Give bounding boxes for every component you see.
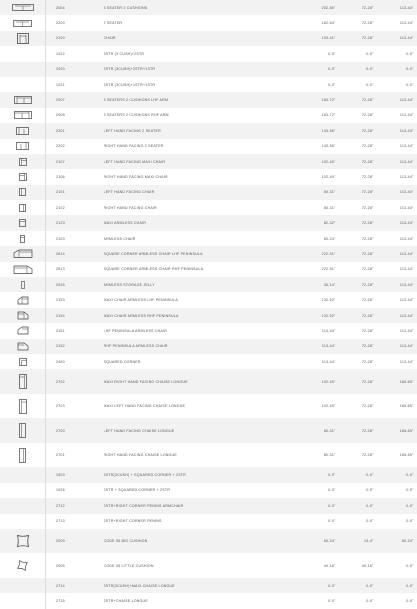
maxi-lhf-peninsula-icon	[17, 296, 29, 305]
dimension-height: 72-28"	[342, 394, 380, 419]
dimension-width: 0-0"	[304, 498, 342, 513]
dimension-width: 82-32"	[304, 215, 342, 230]
dimension-height: 72-28"	[342, 92, 380, 107]
product-code: 2714	[46, 578, 104, 593]
dimension-depth: 113-44"	[380, 200, 417, 215]
product-image-cell	[0, 354, 46, 369]
sofa-3-seater-rhf-arm-icon	[14, 111, 32, 119]
product-description: ARMLESS STORAGE JELLY	[104, 277, 304, 292]
product-description: RIGHT HAND FACING CHAISE LONGUE	[104, 443, 304, 468]
dimension-height: 0-0"	[342, 483, 380, 498]
table-row	[0, 77, 417, 92]
dimension-width: 162-64"	[304, 15, 342, 30]
armless-chair-icon	[20, 235, 25, 243]
dimension-depth: 165-65"	[380, 394, 417, 419]
product-image-cell	[0, 308, 46, 323]
product-image-cell	[0, 483, 46, 498]
left-maxi-chair-icon	[19, 158, 27, 166]
dimension-depth: 165-65"	[380, 443, 417, 468]
product-image-cell	[0, 123, 46, 138]
dimension-height: 72-28"	[342, 200, 380, 215]
dimension-height: 72-28"	[342, 277, 380, 292]
product-code: 2202	[46, 139, 104, 154]
product-code: 1503	[46, 467, 104, 482]
dimension-height: 72-28"	[342, 231, 380, 246]
table-row	[0, 553, 417, 578]
dimension-depth: 0-0"	[380, 578, 417, 593]
product-image-cell	[0, 108, 46, 123]
product-image-cell	[0, 231, 46, 246]
product-description: 2STR + SQUARED CORNER + 2STR	[104, 483, 304, 498]
dimension-width: 113-44"	[304, 339, 342, 354]
table-row	[0, 169, 417, 184]
table-row	[0, 323, 417, 338]
product-image-cell	[0, 139, 46, 154]
table-row	[0, 46, 417, 61]
product-code: 2153	[46, 292, 104, 307]
product-image-cell	[0, 77, 46, 92]
product-description: LEFT HAND FACING CHAIR	[104, 185, 304, 200]
dimension-width: 36-14"	[304, 277, 342, 292]
product-image-cell	[0, 292, 46, 307]
product-image-cell	[0, 467, 46, 482]
product-description: LHF PENINSULA ARMLESS CHAIR	[104, 323, 304, 338]
product-code: 2614	[46, 246, 104, 261]
table-row	[0, 154, 417, 169]
product-code: 2154	[46, 308, 104, 323]
lhf-peninsula-armless-icon	[17, 326, 29, 335]
table-row	[0, 15, 417, 30]
product-description: 3 SEATERS 2 CUSHIONS RHF ARM	[104, 108, 304, 123]
product-description: RHF PENINSULA ARMLESS CHAIR	[104, 339, 304, 354]
table-row	[0, 369, 417, 394]
dimension-height: 72-28"	[342, 292, 380, 307]
product-description: ARMLESS CHAIR	[104, 231, 304, 246]
product-code: 2703	[46, 394, 104, 419]
sofa-3-seater-icon	[12, 4, 34, 11]
product-description: 3 SEATER 2 CUSHIONS	[104, 0, 304, 15]
product-code: 2106	[46, 169, 104, 184]
sofa-3-seater-lhf-arm-icon	[14, 96, 32, 104]
dimension-width: 80-31"	[304, 200, 342, 215]
product-image-cell	[0, 339, 46, 354]
rhf-peninsula-armless-icon	[17, 342, 29, 351]
dimension-height: 72-28"	[342, 108, 380, 123]
rhf-peninsula-icon	[13, 265, 33, 274]
dimension-height: 0-0"	[342, 498, 380, 513]
product-image-cell	[0, 31, 46, 46]
dimension-width: 143-56"	[304, 123, 342, 138]
dimension-width: 60-24"	[304, 529, 342, 554]
table-row	[0, 123, 417, 138]
dimension-height: 72-28"	[342, 246, 380, 261]
dimension-height: 72-28"	[342, 154, 380, 169]
dimension-depth: 113-44"	[380, 339, 417, 354]
product-image-cell	[0, 46, 46, 61]
dimension-depth: 113-44"	[380, 231, 417, 246]
product-description: RIGHT HAND FACING 2 SEATER	[104, 139, 304, 154]
dimension-depth: 113-44"	[380, 246, 417, 261]
dimension-height: 0-0"	[342, 62, 380, 77]
product-description: CHAIR	[104, 31, 304, 46]
product-code: 1026	[46, 483, 104, 498]
dimension-width: 60-24"	[304, 231, 342, 246]
product-image-cell	[0, 15, 46, 30]
product-code: 2107	[46, 154, 104, 169]
table-row	[0, 394, 417, 419]
product-code: 2613	[46, 262, 104, 277]
dimension-width: 40-16"	[304, 553, 342, 578]
product-code: 2151	[46, 323, 104, 338]
table-row	[0, 185, 417, 200]
dimension-width: 132-52"	[304, 308, 342, 323]
table-row	[0, 308, 417, 323]
table-row	[0, 200, 417, 215]
dimension-depth: 113-44"	[380, 123, 417, 138]
product-description: 3STR(3CUSH) + SQUARED CORNER + 2STR	[104, 467, 304, 482]
product-image-cell	[0, 514, 46, 529]
product-image-cell	[0, 277, 46, 292]
table-row	[0, 498, 417, 513]
dimension-width: 0-0"	[304, 578, 342, 593]
product-description: LEFT HAND FACING CHAISE LONGUE	[104, 418, 304, 443]
dimension-width: 143-56"	[304, 139, 342, 154]
dimension-height: 72-28"	[342, 262, 380, 277]
product-image-cell	[0, 369, 46, 394]
dimension-depth: 113-44"	[380, 92, 417, 107]
product-code: 2152	[46, 339, 104, 354]
table-row	[0, 0, 417, 15]
table-row	[0, 418, 417, 443]
product-description: 3STR (3CUSH)+2STR+1STR	[104, 62, 304, 77]
right-chaise-icon	[19, 448, 26, 463]
product-description: MAXI RIGHT HAND FACING CHAISE LONGUE	[104, 369, 304, 394]
product-image-cell	[0, 394, 46, 419]
dimension-height: 72-28"	[342, 15, 380, 30]
product-description: 2STR+RIGHT CORNER PENINS	[104, 514, 304, 529]
dimension-height: 72-28"	[342, 339, 380, 354]
product-description: RIGHT HAND FACING CHAIR	[104, 200, 304, 215]
product-description: MAXI ARMLESS CHAIR	[104, 215, 304, 230]
dimension-depth: 113-44"	[380, 108, 417, 123]
product-code: 2025	[46, 277, 104, 292]
dimension-depth: 113-44"	[380, 215, 417, 230]
product-description: 3STR (3CUSH)+1STR+1STR	[104, 77, 304, 92]
product-code: 2702	[46, 369, 104, 394]
dimension-height: 0-0"	[342, 467, 380, 482]
product-code: 2713	[46, 514, 104, 529]
dimension-width: 0-0"	[304, 467, 342, 482]
dimension-depth: 165-65"	[380, 369, 417, 394]
product-image-cell	[0, 185, 46, 200]
dimension-depth: 0-0"	[380, 553, 417, 578]
dimension-height: 40-16"	[342, 553, 380, 578]
product-description: SQUARE CORNER ARMLESS CHAIR RHF PENINSULA	[104, 262, 304, 277]
table-row	[0, 215, 417, 230]
dimension-height: 72-28"	[342, 0, 380, 15]
dimension-depth: 113-44"	[380, 323, 417, 338]
product-code: 2712	[46, 498, 104, 513]
dimension-depth: 0-0"	[380, 483, 417, 498]
dimension-depth: 113-44"	[380, 308, 417, 323]
product-image-cell	[0, 323, 46, 338]
table-row	[0, 354, 417, 369]
dimension-depth: 113-44"	[380, 139, 417, 154]
dimension-depth: 113-44"	[380, 262, 417, 277]
dimension-width: 113-44"	[304, 323, 342, 338]
table-row	[0, 292, 417, 307]
dimension-height: 72-28"	[342, 308, 380, 323]
product-code: 1022	[46, 46, 104, 61]
dimension-width: 202-80"	[304, 0, 342, 15]
product-image-cell	[0, 154, 46, 169]
product-code: 2715	[46, 593, 104, 608]
product-code: 2100	[46, 31, 104, 46]
table-row	[0, 593, 417, 608]
table-row	[0, 139, 417, 154]
dimension-width: 80-31"	[304, 418, 342, 443]
dimension-depth: 113-44"	[380, 169, 417, 184]
right-chair-icon	[19, 204, 26, 212]
dimension-height: 0-0"	[342, 46, 380, 61]
dimension-width: 0-0"	[304, 514, 342, 529]
product-image-cell	[0, 529, 46, 554]
dimension-width: 132-52"	[304, 292, 342, 307]
dimension-depth: 113-44"	[380, 354, 417, 369]
sofa-2-seater-icon	[13, 20, 32, 27]
product-image-cell	[0, 262, 46, 277]
product-image-cell	[0, 553, 46, 578]
chair-icon	[17, 33, 29, 44]
table-row	[0, 483, 417, 498]
dimension-width: 0-0"	[304, 46, 342, 61]
dimension-height: 72-28"	[342, 185, 380, 200]
product-image-cell	[0, 62, 46, 77]
dimension-height: 0-0"	[342, 77, 380, 92]
dimension-height: 72-28"	[342, 354, 380, 369]
product-image-cell	[0, 215, 46, 230]
dimension-depth: 113-44"	[380, 0, 417, 15]
product-code: 2007	[46, 92, 104, 107]
product-description: 3STR (3 CUSH)+2STR	[104, 46, 304, 61]
table-row	[0, 92, 417, 107]
dimension-height: 72-28"	[342, 323, 380, 338]
product-code: 2701	[46, 443, 104, 468]
product-description: MAXI LEFT HAND FACING CHAISE LONGUE	[104, 394, 304, 419]
dimension-depth: 0-0"	[380, 593, 417, 608]
right-2-seater-icon	[16, 142, 29, 150]
maxi-right-chaise-icon	[19, 374, 27, 389]
dimension-depth: 113-44"	[380, 154, 417, 169]
dimension-width: 80-31"	[304, 443, 342, 468]
left-chaise-icon	[19, 423, 26, 438]
product-description: CODE 05 BIG CUSHION	[104, 529, 304, 554]
dimension-height: 72-28"	[342, 31, 380, 46]
dimension-depth: 0-0"	[380, 514, 417, 529]
dimension-depth: 60-24"	[380, 529, 417, 554]
product-description: MAXI CHAIR ARMLESS RHF PENINSULA	[104, 308, 304, 323]
dimension-height: 72-28"	[342, 123, 380, 138]
dimension-width: 0-0"	[304, 593, 342, 608]
table-row	[0, 262, 417, 277]
table-row	[0, 339, 417, 354]
table-row	[0, 31, 417, 46]
right-maxi-chair-icon	[19, 173, 27, 181]
table-row	[0, 246, 417, 261]
product-code: 2009	[46, 529, 104, 554]
table-row	[0, 62, 417, 77]
product-description: 3 SEATERS 2 CUSHIONS LHF ARM	[104, 92, 304, 107]
table-row	[0, 467, 417, 482]
product-description: SQUARED CORNER	[104, 354, 304, 369]
dimension-width: 0-0"	[304, 77, 342, 92]
table-row	[0, 443, 417, 468]
dimension-depth: 165-65"	[380, 418, 417, 443]
dimension-height: 19-4"	[342, 529, 380, 554]
dimension-height: 72-28"	[342, 443, 380, 468]
product-description: 2 SEATER	[104, 15, 304, 30]
dimension-depth: 0-0"	[380, 46, 417, 61]
maxi-left-chaise-icon	[19, 399, 27, 414]
dimension-width: 222-91"	[304, 262, 342, 277]
maxi-armless-icon	[19, 219, 26, 227]
dimension-width: 102-40"	[304, 154, 342, 169]
product-image-cell	[0, 92, 46, 107]
product-description: SQUARE CORNER ARMLESS CHAIR LHF PENINSULA	[104, 246, 304, 261]
dimension-height: 72-28"	[342, 418, 380, 443]
dimension-height: 0-0"	[342, 593, 380, 608]
dimension-width: 113-44"	[304, 354, 342, 369]
product-description: 2STR+RIGHT CORNER PENINS ARMCHAIR	[104, 498, 304, 513]
product-code: 2008	[46, 108, 104, 123]
dimension-width: 183-72"	[304, 92, 342, 107]
dimension-depth: 113-44"	[380, 15, 417, 30]
product-description: 3STR(3CUSH)+MAXI-CHAISE LONGUE	[104, 578, 304, 593]
product-image-cell	[0, 169, 46, 184]
dimension-depth: 113-44"	[380, 185, 417, 200]
product-code: 2200	[46, 15, 104, 30]
dimension-width: 183-72"	[304, 108, 342, 123]
product-image-cell	[0, 200, 46, 215]
dimension-height: 0-0"	[342, 578, 380, 593]
product-code: 2700	[46, 418, 104, 443]
product-image-cell	[0, 593, 46, 608]
product-image-cell	[0, 246, 46, 261]
dimension-depth: 0-0"	[380, 77, 417, 92]
dimension-width: 102-40"	[304, 394, 342, 419]
product-image-cell	[0, 418, 46, 443]
table-row	[0, 108, 417, 123]
product-image-cell	[0, 0, 46, 15]
dimension-depth: 113-44"	[380, 292, 417, 307]
product-code: 2004	[46, 0, 104, 15]
dimension-depth: 113-44"	[380, 277, 417, 292]
big-cushion-icon	[16, 534, 30, 548]
table-row	[0, 514, 417, 529]
little-cushion-icon	[17, 560, 28, 571]
dimension-height: 72-28"	[342, 369, 380, 394]
product-code: 2102	[46, 200, 104, 215]
product-code: 1021	[46, 77, 104, 92]
dimension-width: 103-41"	[304, 31, 342, 46]
product-code: 1020	[46, 62, 104, 77]
squared-corner-icon	[19, 358, 27, 366]
product-code: 2201	[46, 123, 104, 138]
dimension-height: 72-28"	[342, 169, 380, 184]
table-row	[0, 231, 417, 246]
dimension-width: 102-40"	[304, 369, 342, 394]
product-code: 2005	[46, 553, 104, 578]
dimension-height: 0-0"	[342, 514, 380, 529]
product-code: 2101	[46, 185, 104, 200]
product-description: 2STR+CHAISE LONGUE	[104, 593, 304, 608]
product-image-cell	[0, 443, 46, 468]
dimension-depth: 113-44"	[380, 31, 417, 46]
product-code: 2450	[46, 354, 104, 369]
product-description: LEFT HAND FACING MAXI CHAIR	[104, 154, 304, 169]
dimension-width: 0-0"	[304, 62, 342, 77]
product-code: 2123	[46, 215, 104, 230]
product-description: MAXI CHAIR ARMLESS LHF PENINSULA	[104, 292, 304, 307]
lhf-peninsula-icon	[13, 249, 33, 258]
dimension-height: 72-28"	[342, 139, 380, 154]
product-image-cell	[0, 498, 46, 513]
maxi-rhf-peninsula-icon	[17, 311, 29, 320]
product-description: RIGHT HAND FACING MAXI CHAIR	[104, 169, 304, 184]
storage-jelly-icon	[21, 281, 25, 289]
product-description: LEFT HAND FACING 2 SEATER	[104, 123, 304, 138]
dimension-depth: 0-0"	[380, 62, 417, 77]
table-row	[0, 529, 417, 554]
dimension-width: 222-91"	[304, 246, 342, 261]
dimension-width: 102-40"	[304, 169, 342, 184]
dimension-width: 0-0"	[304, 483, 342, 498]
product-description: CODE 05 LITTLE CUSHION	[104, 553, 304, 578]
left-chair-icon	[19, 188, 26, 196]
dimension-height: 72-28"	[342, 215, 380, 230]
table-row	[0, 277, 417, 292]
left-2-seater-icon	[16, 127, 29, 135]
product-code: 2103	[46, 231, 104, 246]
dimension-depth: 0-0"	[380, 467, 417, 482]
dimension-width: 80-31"	[304, 185, 342, 200]
dimension-depth: 0-0"	[380, 498, 417, 513]
